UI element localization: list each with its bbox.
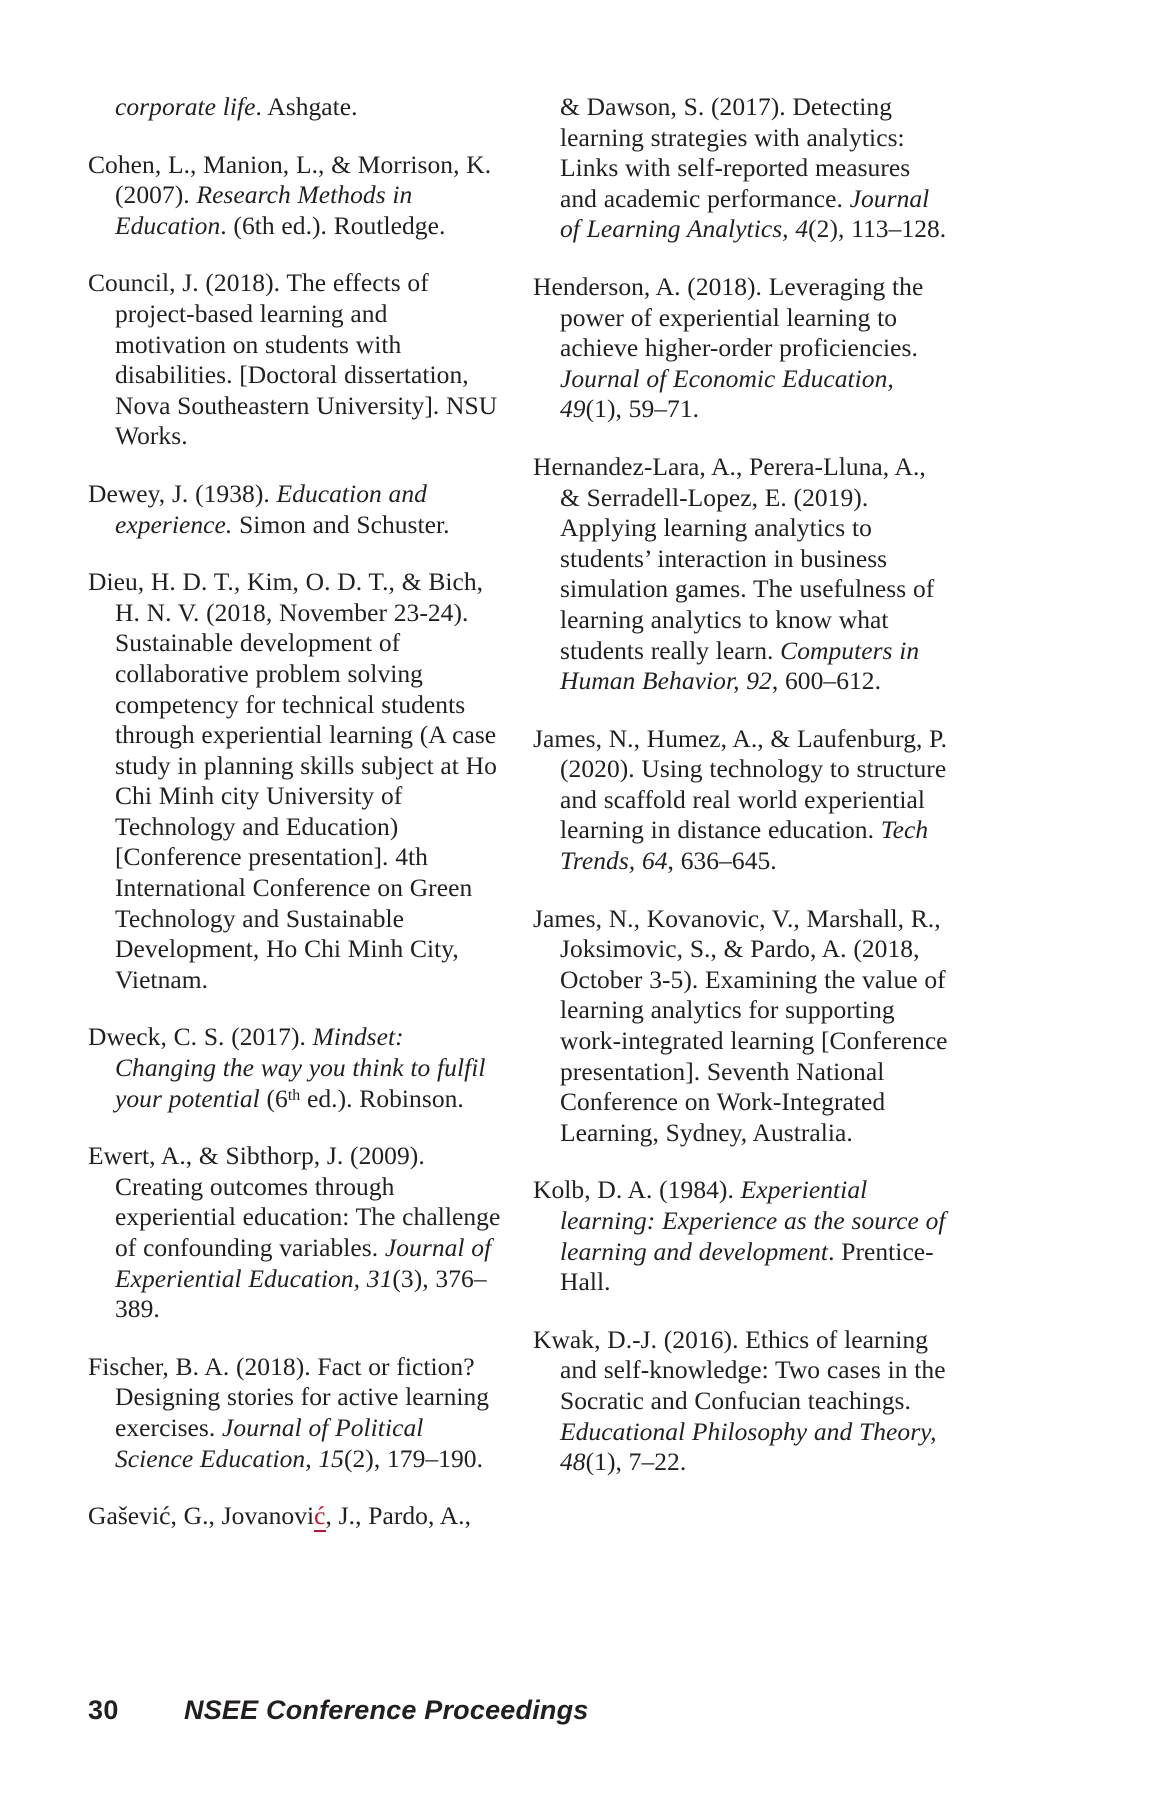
reference-text: Kolb, D. A. (1984). [533, 1175, 741, 1205]
reference-entry [533, 1325, 948, 1478]
footer-running-title: NSEE Conference Proceedings [184, 1695, 589, 1725]
reference-text: (3), 376–389. [115, 1263, 487, 1324]
reference-text: ed.). Robinson. [300, 1083, 464, 1113]
right-column [533, 92, 948, 1532]
reference-title-italic: Journal of Learning Analytics, 4 [560, 183, 930, 244]
reference-text: Dweck, C. S. (2017). [88, 1022, 313, 1052]
reference-text: & Dawson, S. (2017). Detecting learning strategies with analytics: Links with self-reported measures and academic performance. [560, 92, 911, 213]
reference-entry [88, 567, 503, 995]
reference-title-italic: Education and experience. [115, 478, 427, 539]
reference-title-italic: Journal of Economic Education, 49 [560, 363, 894, 424]
ordinal-superscript: th [287, 1086, 301, 1104]
reference-title-italic: Tech Trends, 64 [560, 815, 929, 876]
reference-text: Cohen, L., Manion, L., & Morrison, K. (2007). [88, 149, 492, 210]
reference-text: Fischer, B. A. (2018). Fact or fiction? Designing stories for active learning exercises. [88, 1351, 490, 1442]
reference-entry [88, 1141, 503, 1325]
reference-title-italic: Mindset: Changing the way you think to fulfil your potential [115, 1022, 486, 1113]
left-column [88, 92, 503, 1532]
reference-text: Henderson, A. (2018). Leveraging the power of experiential learning to achieve higher-order proficiencies. [533, 271, 924, 363]
reference-text: , J., Pardo, A., [325, 1501, 472, 1531]
reference-text: . (6th ed.). Routledge. [220, 210, 446, 240]
reference-text: Simon and Schuster. [232, 509, 450, 539]
reference-text: Gašević, G., Jovanovi [88, 1501, 315, 1531]
reference-entry [88, 268, 503, 452]
footer-page-number: 30 [88, 1695, 119, 1725]
reference-text: (1), 59–71. [585, 394, 700, 424]
reference-entry [533, 904, 948, 1149]
reference-entry [533, 1175, 948, 1297]
reference-text: (2), 113–128. [808, 214, 947, 244]
reference-title-italic: Experiential learning: Experience as the source of learning and development [560, 1175, 946, 1266]
reference-title-italic: Journal of Political Science Education, 15 [115, 1412, 424, 1473]
reference-title-italic: Computers in Human Behavior, 92 [560, 635, 920, 696]
reference-title-italic: Educational Philosophy and Theory, 48 [560, 1416, 937, 1477]
reference-text: James, N., Kovanovic, V., Marshall, R., Joksimovic, S., & Pardo, A. (2018, October 3-5). Examining the value of learning analytics for supporting work-integrated learning [Conference presentation]. Seventh National Conference on Work-Integrated Learning, Sydney, Australia. [533, 903, 948, 1147]
reference-text: Council, J. (2018). The effects of project-based learning and motivation on students with disabilities. [Doctoral dissertation, Nova Southeastern University]. NSU Works. [88, 268, 498, 451]
reference-text: Ewert, A., & Sibthorp, J. (2009). Creating outcomes through experiential education: The challenge of confounding variables. [88, 1141, 501, 1262]
reference-entry [88, 92, 503, 123]
page-footer [88, 1695, 968, 1726]
reference-columns [88, 92, 948, 1532]
reference-entry [533, 272, 948, 425]
reference-text: Dewey, J. (1938). [88, 478, 277, 508]
reference-entry [88, 479, 503, 540]
reference-text: . Ashgate. [255, 92, 358, 121]
reference-entry [88, 150, 503, 242]
reference-entry [533, 92, 948, 245]
reference-text: . Prentice-Hall. [560, 1236, 934, 1297]
reference-text: , 600–612. [771, 666, 882, 696]
reference-entry [88, 1352, 503, 1474]
reference-text: (6 [259, 1083, 288, 1113]
spelling-error-mark: ć [314, 1501, 326, 1531]
reference-entry [533, 452, 948, 697]
reference-text: (2), 179–190. [343, 1443, 484, 1473]
reference-entry [533, 724, 948, 877]
reference-entry [88, 1022, 503, 1114]
reference-text: (1), 7–22. [585, 1447, 687, 1477]
reference-entry [88, 1501, 503, 1532]
reference-title-italic: Journal of Experiential Education, 31 [115, 1233, 492, 1293]
reference-text: Dieu, H. D. T., Kim, O. D. T., & Bich, H. N. V. (2018, November 23-24). Sustainable development of collaborative problem solving competency for technical students through experiential learning (A case study in planning skills subject at Ho Chi Minh city University of Technology and Education) [Conference presentation]. 4th International Conference on Green Technology and Sustainable Development, Ho Chi Minh City, Vietnam. [88, 567, 497, 994]
reference-title-italic: corporate life [115, 92, 256, 121]
reference-title-italic: Research Methods in Education [115, 180, 413, 240]
reference-text: Hernandez-Lara, A., Perera-Lluna, A., & Serradell-Lopez, E. (2019). Applying learning analytics to students’ interaction in business simulation games. The usefulness of learning analytics to know what students really learn. [533, 451, 935, 665]
reference-text: James, N., Humez, A., & Laufenburg, P. (2020). Using technology to structure and scaffold real world experiential learning in distance education. [533, 723, 948, 845]
reference-text: , 636–645. [667, 846, 777, 876]
reference-text: Kwak, D.-J. (2016). Ethics of learning and self-knowledge: Two cases in the Socratic and Confucian teachings. [533, 1324, 946, 1415]
